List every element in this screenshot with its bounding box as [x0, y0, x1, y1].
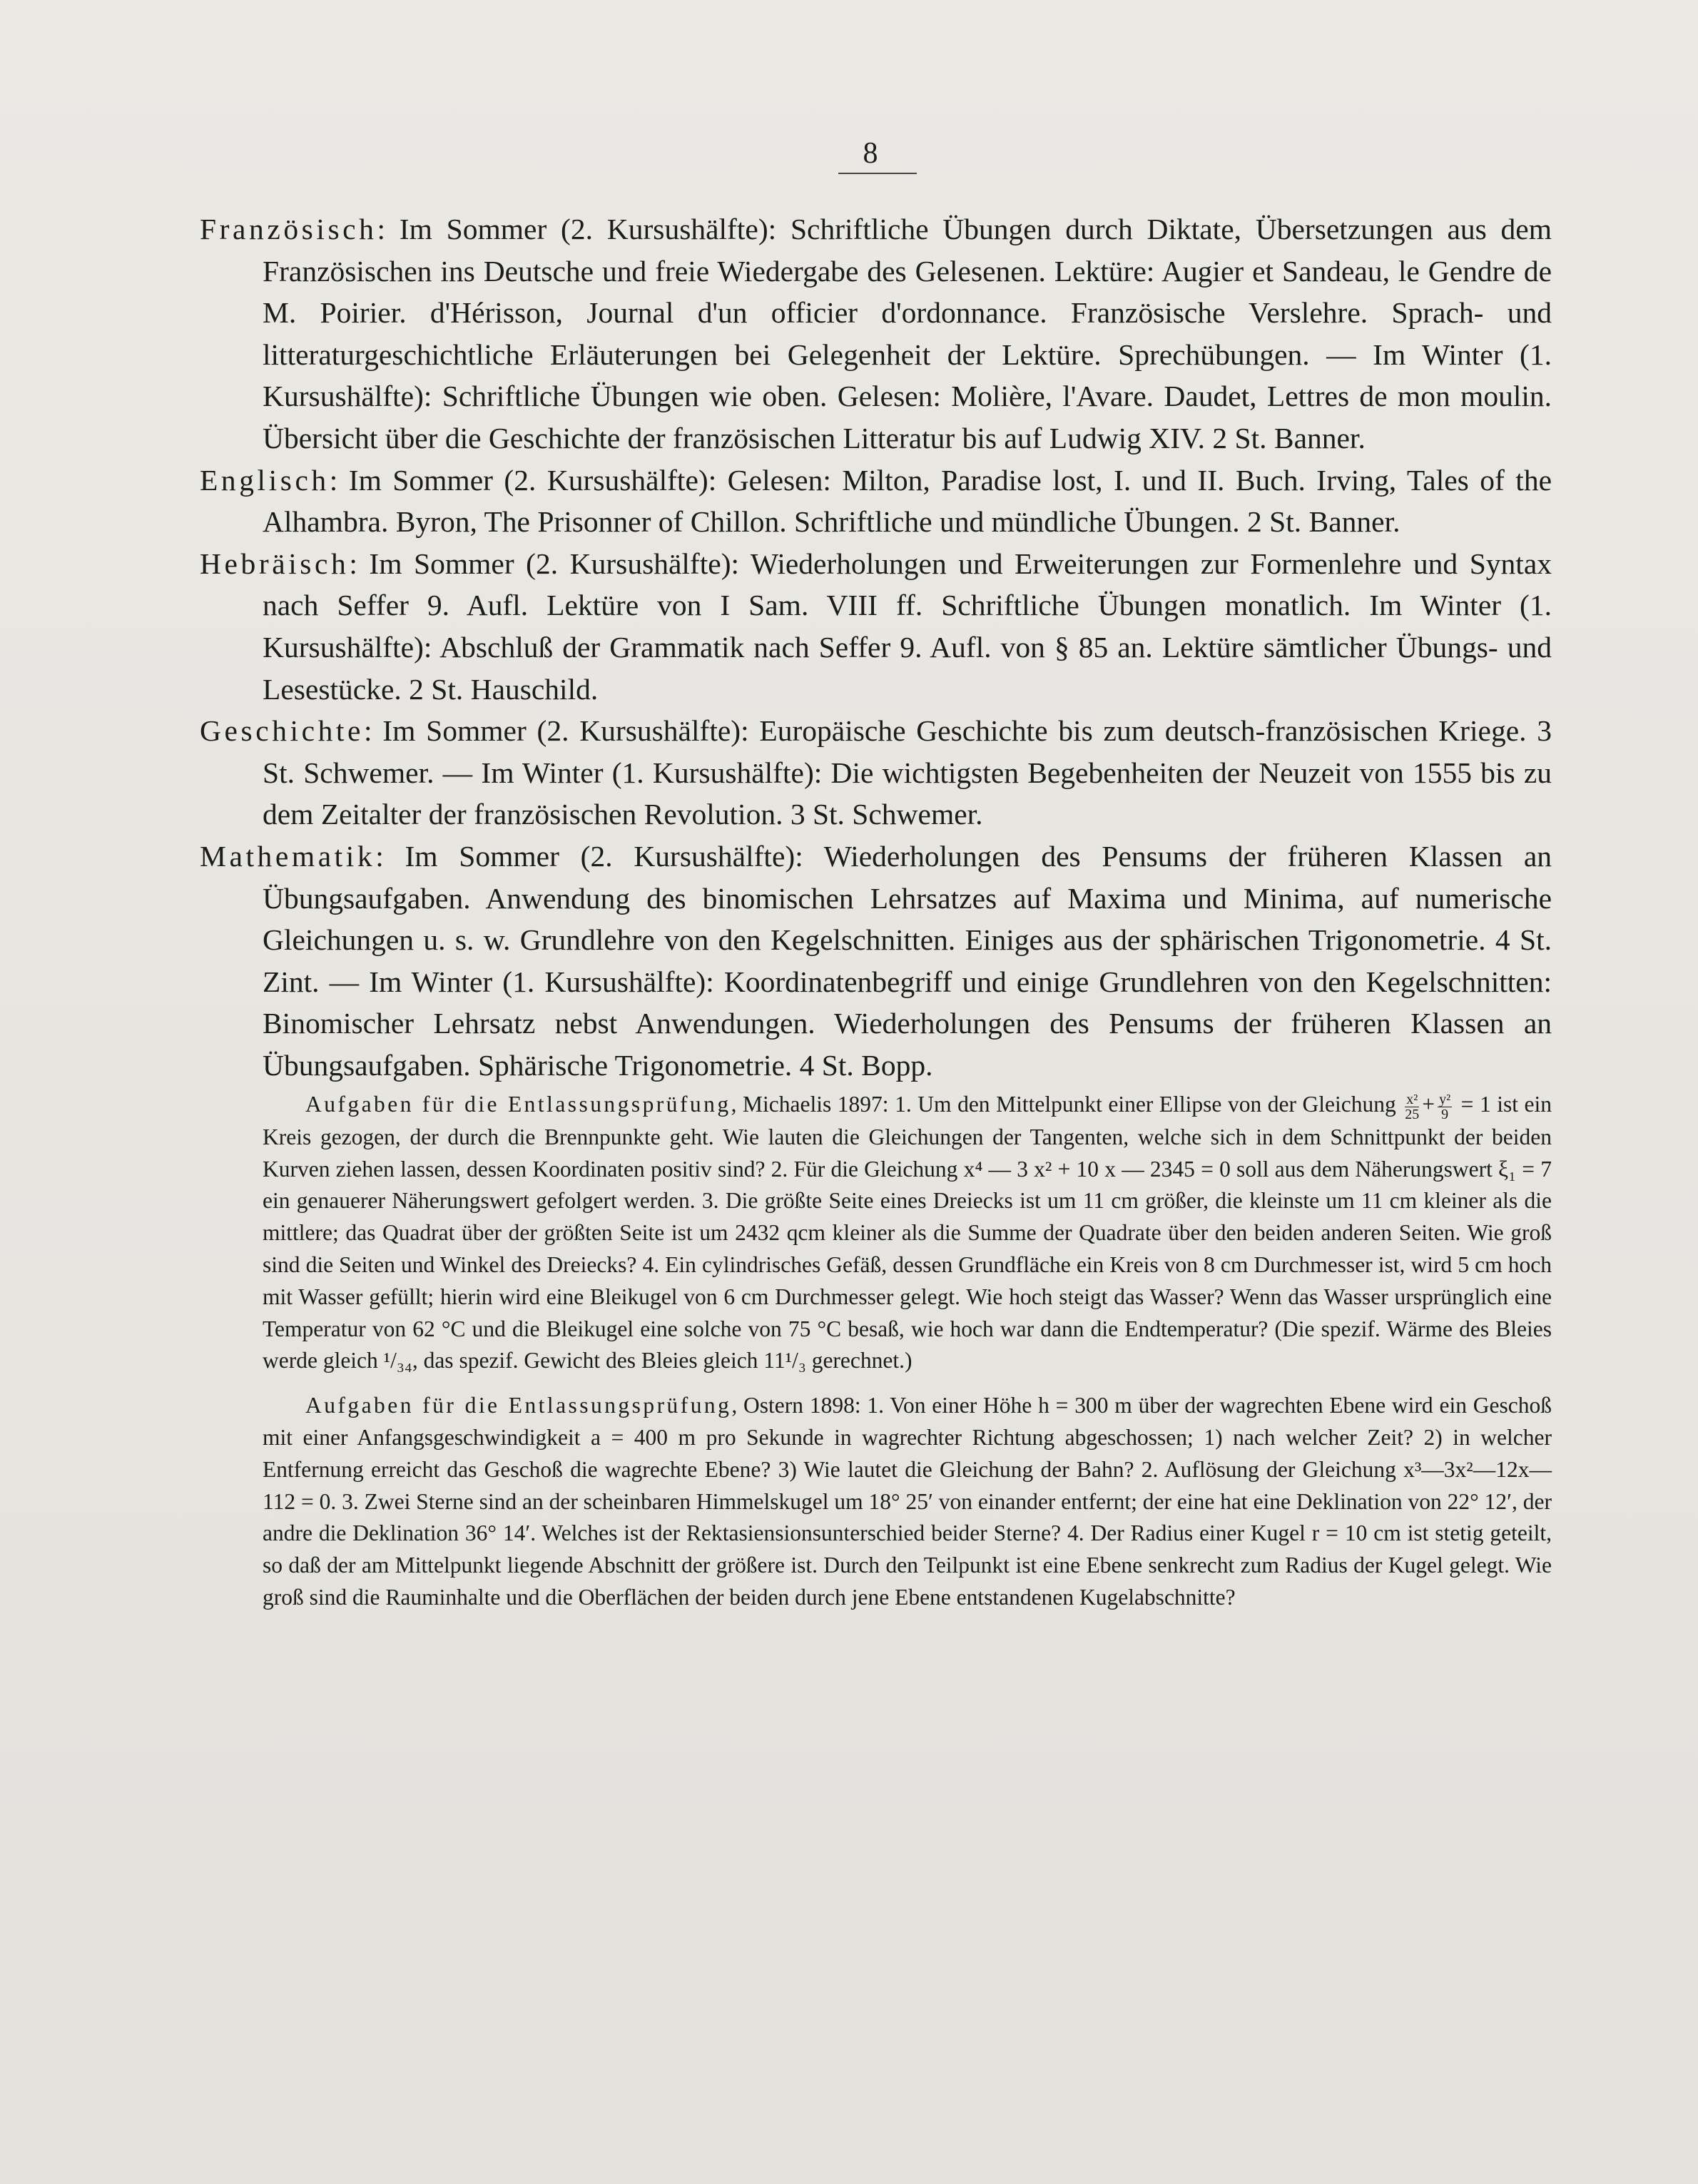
section-heading: Französisch	[200, 213, 377, 245]
section-text: : Im Sommer (2. Kursushälfte): Gelesen: Milton, Paradise lost, I. und II. Buch. Irving, Tales of the Alhambra. Byron, The Prisonner of Chillon. Schriftliche und mündliche Übungen. 2 St. Banner.	[263, 463, 1552, 539]
exam-tasks-text: = 1 ist ein Kreis gezogen, der durch die Brennpunkte geht. Wie lauten die Gleichungen der Tangenten, welche sich in dem Schnittpunkt der beiden Kurven ziehen lassen, dessen Koordinaten positiv sind? 2. Für die Gleichung x⁴ — 3 x² + 10 x — 2345 = 0 soll aus dem Näherungswert ξ₁ = 7 ein genauerer Näherungswert gefolgert werden. 3. Die größte Seite eines Dreiecks ist um 11 cm größer, die kleinste um 11 cm kleiner als die mittlere; das Quadrat über der größten Seite ist um 2432 qcm kleiner als die Summe der Quadrate über den beiden anderen Seiten. Wie groß sind die Seiten und Winkel des Dreiecks? 4. Ein cylindrisches Gefäß, dessen Grundfläche ein Kreis von 8 cm Durchmesser ist, wird 5 cm hoch mit Wasser gefüllt; hierin wird eine Bleikugel von 6 cm Durchmesser gelegt. Wie hoch steigt das Wasser? Wenn das Wasser ursprünglich eine Temperatur von 62 °C und die Bleikugel eine solche von 75 °C besaß, wie hoch war dann die Endtemperatur? (Die spezif. Wärme des Bleies werde gleich ¹/₃₄, das spezif. Gewicht des Bleies gleich 11¹/₃ gerechnet.)	[263, 1092, 1552, 1373]
plus-sign: +	[1422, 1092, 1435, 1117]
section-franzoesisch	[200, 208, 1552, 459]
exam-tasks-ostern-1898	[200, 1390, 1552, 1614]
section-text: : Im Sommer (2. Kursushälfte): Schriftliche Übungen durch Diktate, Übersetzungen aus dem Französischen ins Deutsche und freie Wiedergabe des Gelesenen. Lektüre: Augier et Sandeau, le Gendre de M. Poirier. d'Hérisson, Journal d'un officier d'ordonnance. Französische Verslehre. Sprach- und litteraturgeschichtliche Erläuterungen bei Gelegenheit der Lektüre. Sprechübungen. — Im Winter (1. Kursushälfte): Schriftliche Übungen wie oben. Gelesen: Molière, l'Avare. Daudet, Lettres de mon moulin. Übersicht über die Geschichte der französischen Litteratur bis auf Ludwig XIV. 2 St. Banner.	[263, 213, 1552, 454]
exam-tasks-michaelis-1897	[200, 1089, 1552, 1377]
exam-tasks-heading: Aufgaben für die Entlassungsprüfung	[305, 1393, 732, 1418]
page-number: 8	[863, 137, 878, 170]
page-body	[200, 208, 1552, 1614]
exam-tasks-heading: Aufgaben für die Entlassungsprüfung	[305, 1092, 731, 1117]
section-hebraeisch	[200, 543, 1552, 710]
exam-tasks-date: , Ostern 1898:	[731, 1393, 861, 1418]
fraction-y-squared-over-9: $\frac{\text{y²}}{9}$	[1439, 1091, 1451, 1122]
section-text: : Im Sommer (2. Kursushälfte): Wiederholungen und Erweiterungen zur Formenlehre und Syntax nach Seffer 9. Aufl. Lektüre von I Sam. VIII ff. Schriftliche Übungen monatlich. Im Winter (1. Kursushälfte): Abschluß der Grammatik nach Seffer 9. Aufl. von § 85 an. Lektüre sämtlicher Übungs- und Lesestücke. 2 St. Hauschild.	[263, 547, 1552, 706]
section-heading: Englisch	[200, 463, 330, 497]
section-text: : Im Sommer (2. Kursushälfte): Europäische Geschichte bis zum deutsch-französischen Kriege. 3 St. Schwemer. — Im Winter (1. Kursushälfte): Die wichtigsten Begebenheiten der Neuzeit von 1555 bis zu dem Zeitalter der französischen Revolution. 3 St. Schwemer.	[263, 714, 1552, 831]
exam-tasks-text: 1. Um den Mittelpunkt einer Ellipse von der Gleichung	[895, 1092, 1396, 1117]
section-mathematik	[200, 835, 1552, 1087]
section-heading: Geschichte	[200, 714, 365, 748]
exam-tasks-text: 1. Von einer Höhe h = 300 m über der wagrechten Ebene wird ein Geschoß mit einer Anfangsgeschwindigkeit a = 400 m pro Sekunde in wagrechter Richtung abgeschossen; 1) nach welcher Zeit? 2) in welcher Entfernung erreicht das Geschoß die wagrechte Ebene? 3) Wie lautet die Gleichung der Bahn? 2. Auflösung der Gleichung x³—3x²—12x—112 = 0. 3. Zwei Sterne sind an der scheinbaren Himmelskugel um 18° 25′ von einander entfernt; der eine hat eine Deklination von 22° 12′, der andre die Deklination 36° 14′. Welches ist der Rektasiensionsunterschied beider Sterne? 4. Der Radius einer Kugel r = 10 cm ist stetig geteilt, so daß der am Mittelpunkt liegende Abschnitt der größere ist. Durch den Teilpunkt ist eine Ebene senkrecht zum Radius der Kugel gelegt. Wie groß sind die Rauminhalte und die Oberflächen der beiden durch jene Ebene entstandenen Kugelabschnitte?	[263, 1393, 1552, 1610]
page-number-rule	[838, 173, 917, 174]
exam-tasks-date: , Michaelis 1897:	[731, 1092, 889, 1117]
fraction-x-squared-over-25: $\frac{\text{x²}}{25}$	[1405, 1091, 1420, 1122]
section-geschichte	[200, 710, 1552, 835]
section-text: : Im Sommer (2. Kursushälfte): Wiederholungen des Pensums der früheren Klassen an Übungsaufgaben. Anwendung des binomischen Lehrsatzes auf Maxima und Minima, auf numerische Gleichungen u. s. w. Grundlehre von den Kegelschnitten. Einiges aus der sphärischen Trigonometrie. 4 St. Zint. — Im Winter (1. Kursushälfte): Koordinatenbegriff und einige Grundlehren von den Kegelschnitten: Binomischer Lehrsatz nebst Anwendungen. Wiederholungen des Pensums der früheren Klassen an Übungsaufgaben. Sphärische Trigonometrie. 4 St. Bopp.	[263, 839, 1552, 1082]
section-heading: Mathematik	[200, 839, 376, 873]
section-englisch	[200, 459, 1552, 543]
section-heading: Hebräisch	[200, 547, 350, 580]
